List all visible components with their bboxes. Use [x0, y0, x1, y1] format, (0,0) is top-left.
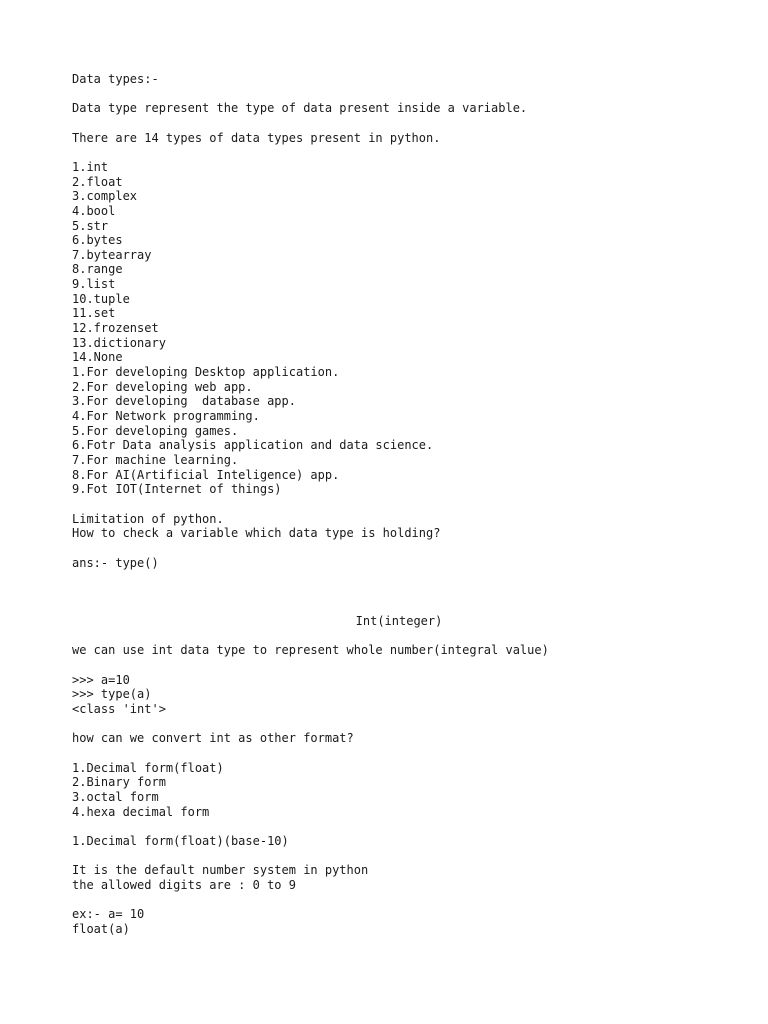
list-item: 6.bytes	[72, 233, 123, 248]
list-item: 3.complex	[72, 189, 138, 204]
question-line: How to check a variable which data type is holding?	[72, 526, 441, 541]
use-case-item: 7.For machine learning.	[72, 453, 239, 468]
heading-data-types: Data types:-	[72, 72, 159, 86]
use-case-item: 1.For developing Desktop application.	[72, 365, 340, 380]
blank-line	[72, 658, 732, 673]
description-line: the allowed digits are : 0 to 9	[72, 877, 296, 892]
definition-line: Data type represent the type of data present inside a variable.	[72, 101, 528, 116]
blank-line	[72, 849, 732, 864]
int-description-line: we can use int data type to represent whole number(integral value)	[72, 643, 549, 658]
blank-line	[72, 570, 732, 585]
section-title-int: Int(integer)	[355, 614, 443, 629]
list-item: 2.float	[72, 174, 123, 189]
code-output-line: <class 'int'>	[72, 702, 166, 717]
list-item: 9.list	[72, 277, 116, 292]
question-line: how can we convert int as other format?	[72, 731, 354, 746]
document-text	[72, 72, 732, 936]
list-item: 5.str	[72, 218, 109, 233]
blank-line	[72, 541, 732, 556]
use-case-item: 8.For AI(Artificial Inteligence) app.	[72, 467, 340, 482]
types-count-line: There are 14 types of data types present in python.	[72, 130, 441, 145]
description-line: It is the default number system in python	[72, 863, 369, 878]
list-item: 1.int	[72, 159, 109, 174]
blank-line	[72, 497, 732, 512]
code-line: >>> type(a)	[72, 687, 152, 702]
format-item: 2.Binary form	[72, 775, 166, 790]
format-item: 4.hexa decimal form	[72, 804, 210, 819]
use-case-item: 4.For Network programming.	[72, 409, 260, 424]
limitation-line: Limitation of python.	[72, 511, 224, 526]
use-case-item: 6.Fotr Data analysis application and data science.	[72, 438, 434, 453]
use-case-item: 3.For developing database app.	[72, 394, 296, 409]
list-item: 7.bytearray	[72, 247, 152, 262]
use-case-item: 5.For developing games.	[72, 423, 239, 438]
list-item: 14.None	[72, 350, 123, 365]
subheading-decimal-form: 1.Decimal form(float)(base-10)	[72, 833, 289, 848]
blank-line	[72, 600, 732, 615]
blank-line	[72, 145, 732, 160]
example-line: ex:- a= 10	[72, 907, 145, 922]
answer-line: ans:- type()	[72, 555, 159, 570]
blank-line	[72, 819, 732, 834]
list-item: 10.tuple	[72, 291, 130, 306]
list-item: 13.dictionary	[72, 335, 166, 350]
list-item: 11.set	[72, 306, 116, 321]
code-line: >>> a=10	[72, 672, 130, 687]
blank-line	[72, 629, 732, 644]
list-item: 12.frozenset	[72, 321, 159, 336]
example-line: float(a)	[72, 921, 130, 936]
list-item: 4.bool	[72, 203, 116, 218]
list-item: 8.range	[72, 262, 123, 277]
blank-line	[72, 87, 732, 102]
blank-line	[72, 893, 732, 908]
format-item: 1.Decimal form(float)	[72, 760, 224, 775]
blank-line	[72, 746, 732, 761]
format-item: 3.octal form	[72, 789, 159, 804]
blank-line	[72, 717, 732, 732]
blank-line	[72, 585, 732, 600]
use-case-item: 9.Fot IOT(Internet of things)	[72, 482, 282, 497]
use-case-item: 2.For developing web app.	[72, 379, 253, 394]
blank-line	[72, 116, 732, 131]
